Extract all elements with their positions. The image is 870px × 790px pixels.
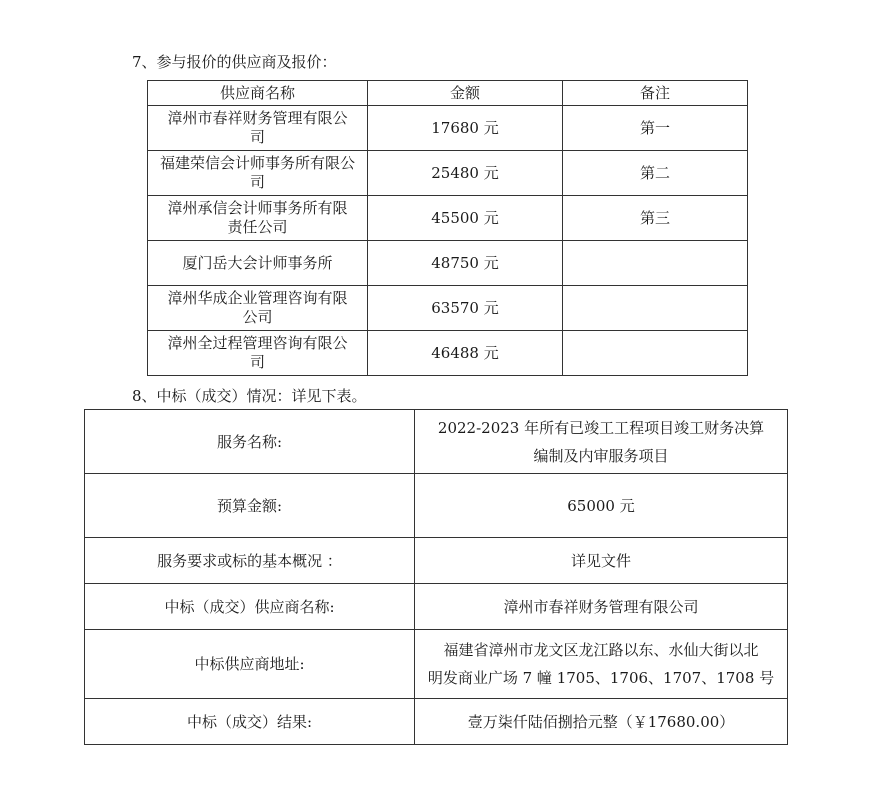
supplier-name-line2: 司 bbox=[249, 128, 265, 146]
amount-cell: 63570 元 bbox=[368, 286, 563, 331]
header-note: 备注 bbox=[563, 81, 748, 106]
budget-value: 65000 元 bbox=[415, 474, 788, 538]
table-row bbox=[148, 196, 748, 241]
amount-cell: 46488 元 bbox=[368, 331, 563, 376]
supplier-name-line1: 漳州市春祥财务管理有限公 bbox=[167, 109, 348, 127]
address-line1: 福建省漳州市龙文区龙江路以东、水仙大街以北 bbox=[443, 641, 759, 659]
supplier-name-line2: 司 bbox=[249, 173, 265, 191]
supplier-name-line1: 厦门岳大会计师事务所 bbox=[182, 253, 333, 272]
table-row bbox=[148, 151, 748, 196]
table-row bbox=[85, 630, 788, 699]
table-row bbox=[85, 584, 788, 630]
table-header-row bbox=[148, 81, 748, 106]
note-cell: 第一 bbox=[563, 106, 748, 151]
table-row bbox=[148, 286, 748, 331]
amount-cell: 48750 元 bbox=[368, 241, 563, 286]
result-label: 中标（成交）结果: bbox=[85, 699, 415, 745]
note-cell: 第二 bbox=[563, 151, 748, 196]
supplier-name-line1: 漳州华成企业管理咨询有限 bbox=[167, 289, 348, 307]
table-row bbox=[85, 699, 788, 745]
amount-cell: 45500 元 bbox=[368, 196, 563, 241]
address-value bbox=[415, 630, 788, 699]
bidders-table bbox=[147, 80, 748, 376]
service-name-line1: 2022-2023 年所有已竣工工程项目竣工财务决算 bbox=[437, 418, 765, 437]
supplier-name-cell bbox=[148, 241, 368, 286]
supplier-name-line1: 福建荣信会计师事务所有限公 bbox=[159, 154, 355, 172]
section-8-heading: 8、中标（成交）情况：详见下表。 bbox=[132, 387, 367, 405]
winner-label: 中标（成交）供应商名称: bbox=[85, 584, 415, 630]
result-value: 壹万柒仟陆佰捌拾元整（￥17680.00） bbox=[415, 699, 788, 745]
table-row bbox=[85, 538, 788, 584]
amount-cell: 17680 元 bbox=[368, 106, 563, 151]
table-row bbox=[85, 410, 788, 474]
supplier-name-line2: 司 bbox=[249, 353, 265, 371]
address-label: 中标供应商地址: bbox=[85, 630, 415, 699]
supplier-name-cell bbox=[148, 286, 368, 331]
note-cell bbox=[563, 241, 748, 286]
budget-label: 预算金额: bbox=[85, 474, 415, 538]
address-line2: 明发商业广场 7 幢 1705、1706、1707、1708 号 bbox=[427, 669, 775, 687]
supplier-name-line2: 责任公司 bbox=[227, 218, 288, 236]
service-name-value bbox=[415, 410, 788, 474]
supplier-name-line1: 漳州全过程管理咨询有限公 bbox=[167, 334, 348, 352]
amount-cell: 25480 元 bbox=[368, 151, 563, 196]
supplier-name-cell bbox=[148, 196, 368, 241]
header-supplier-name: 供应商名称 bbox=[148, 81, 368, 106]
note-cell: 第三 bbox=[563, 196, 748, 241]
section-7-heading: 7、参与报价的供应商及报价： bbox=[132, 53, 337, 71]
table-row bbox=[148, 106, 748, 151]
service-name-line2: 编制及内审服务项目 bbox=[533, 446, 669, 465]
service-name-label: 服务名称: bbox=[85, 410, 415, 474]
header-amount: 金额 bbox=[368, 81, 563, 106]
table-row bbox=[148, 331, 748, 376]
supplier-name-line1: 漳州承信会计师事务所有限 bbox=[167, 199, 348, 217]
supplier-name-line2: 公司 bbox=[242, 308, 273, 326]
requirements-label: 服务要求或标的基本概况 ： bbox=[85, 538, 415, 584]
requirements-value: 详见文件 bbox=[415, 538, 788, 584]
table-row bbox=[148, 241, 748, 286]
note-cell bbox=[563, 331, 748, 376]
note-cell bbox=[563, 286, 748, 331]
supplier-name-cell bbox=[148, 331, 368, 376]
supplier-name-cell bbox=[148, 151, 368, 196]
supplier-name-cell bbox=[148, 106, 368, 151]
winner-value: 漳州市春祥财务管理有限公司 bbox=[415, 584, 788, 630]
award-table bbox=[84, 409, 788, 745]
table-row bbox=[85, 474, 788, 538]
